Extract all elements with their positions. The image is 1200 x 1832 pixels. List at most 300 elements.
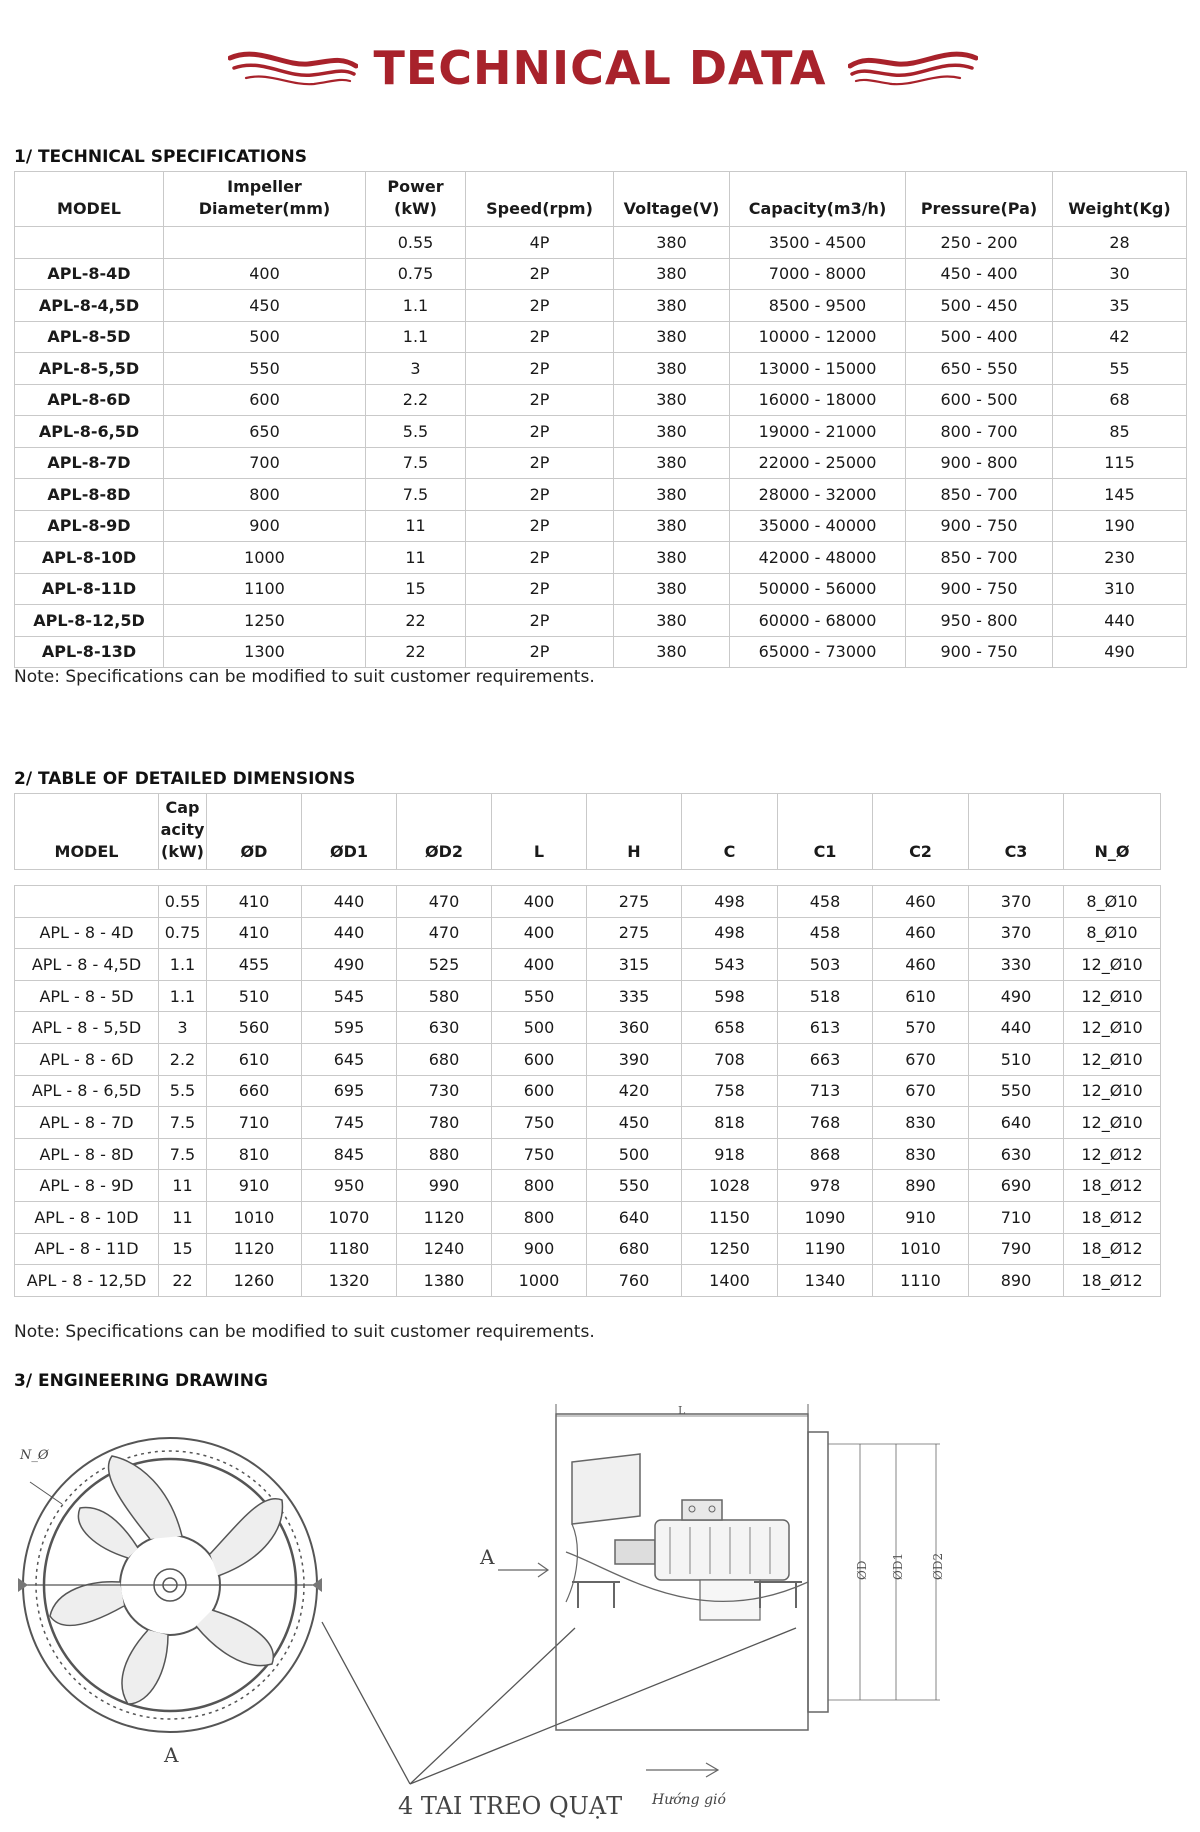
table-cell: 370	[969, 917, 1064, 949]
table-cell: 1320	[302, 1265, 397, 1297]
dims-col-header: N_Ø	[1064, 794, 1161, 870]
specs-col-header: Pressure(Pa)	[906, 172, 1053, 227]
table-cell: 1250	[682, 1233, 778, 1265]
table-cell: 455	[207, 949, 302, 981]
table-cell: 900	[492, 1233, 587, 1265]
table-cell: 42000 - 48000	[730, 542, 906, 574]
table-cell: 745	[302, 1107, 397, 1139]
table-cell: 1110	[873, 1265, 969, 1297]
specs-col-header: Capacity(m3/h)	[730, 172, 906, 227]
table-cell: 510	[969, 1043, 1064, 1075]
table-cell: 3	[366, 353, 466, 385]
n-phi-label: N_Ø	[20, 1448, 49, 1463]
table-cell: 380	[614, 479, 730, 511]
table-cell: 500 - 400	[906, 321, 1053, 353]
model-cell: APL - 8 - 5D	[15, 980, 159, 1012]
specs-note: Note: Specifications can be modified to suit customer requirements.	[14, 667, 595, 687]
table-cell: 950 - 800	[906, 605, 1053, 637]
table-cell: 830	[873, 1138, 969, 1170]
table-cell: 18_Ø12	[1064, 1170, 1161, 1202]
table-row	[15, 1107, 1161, 1139]
table-cell: 390	[587, 1043, 682, 1075]
table-cell: 910	[873, 1201, 969, 1233]
model-cell	[15, 886, 159, 918]
table-row	[15, 1012, 1161, 1044]
table-cell: 1070	[302, 1201, 397, 1233]
specs-col-header: Voltage(V)	[614, 172, 730, 227]
table-cell: 500	[492, 1012, 587, 1044]
table-cell: 658	[682, 1012, 778, 1044]
airflow-label: Hướng gió	[652, 1792, 726, 1808]
table-cell: 7.5	[159, 1107, 207, 1139]
table-cell: 1300	[164, 636, 366, 668]
dims-col-header: C1	[778, 794, 873, 870]
table-cell: 460	[873, 949, 969, 981]
table-cell: 2P	[466, 542, 614, 574]
table-row	[15, 1043, 1161, 1075]
model-cell: APL-8-13D	[15, 636, 164, 668]
model-cell: APL-8-9D	[15, 510, 164, 542]
table-row	[15, 353, 1187, 385]
table-cell: 550	[969, 1075, 1064, 1107]
table-cell: 50000 - 56000	[730, 573, 906, 605]
table-cell: 1.1	[159, 980, 207, 1012]
table-row	[15, 1138, 1161, 1170]
table-cell: 410	[207, 886, 302, 918]
table-cell: 663	[778, 1043, 873, 1075]
d1-label: ØD1	[891, 1552, 905, 1580]
table-cell: 18_Ø12	[1064, 1265, 1161, 1297]
page-header	[0, 38, 1200, 98]
table-cell: 380	[614, 353, 730, 385]
table-cell: 1260	[207, 1265, 302, 1297]
table-row	[15, 416, 1187, 448]
table-cell: 380	[614, 384, 730, 416]
fan-front-view	[18, 1438, 322, 1732]
table-cell: 65000 - 73000	[730, 636, 906, 668]
specs-section-title: 1/ TECHNICAL SPECIFICATIONS	[14, 147, 308, 167]
d2-label: ØD2	[931, 1552, 945, 1580]
table-cell: 818	[682, 1107, 778, 1139]
dims-col-header: L	[492, 794, 587, 870]
table-cell: 500	[164, 321, 366, 353]
table-cell: 22	[159, 1265, 207, 1297]
table-cell: 695	[302, 1075, 397, 1107]
table-cell: 18_Ø12	[1064, 1233, 1161, 1265]
table-cell: 990	[397, 1170, 492, 1202]
table-cell: 525	[397, 949, 492, 981]
table-cell: 1150	[682, 1201, 778, 1233]
table-cell: 900 - 750	[906, 636, 1053, 668]
table-cell: 3	[159, 1012, 207, 1044]
table-cell: 460	[873, 917, 969, 949]
table-cell: 600	[492, 1075, 587, 1107]
table-cell: 2P	[466, 258, 614, 290]
table-row	[15, 542, 1187, 574]
table-cell: 12_Ø10	[1064, 980, 1161, 1012]
table-cell: 380	[614, 636, 730, 668]
table-cell: 380	[614, 605, 730, 637]
table-cell: 670	[873, 1075, 969, 1107]
table-cell: 750	[492, 1107, 587, 1139]
table-cell: 1000	[492, 1265, 587, 1297]
table-cell: 5.5	[366, 416, 466, 448]
table-cell: 370	[969, 886, 1064, 918]
table-cell: 11	[366, 542, 466, 574]
table-cell: 8500 - 9500	[730, 290, 906, 322]
table-cell: 35000 - 40000	[730, 510, 906, 542]
specs-col-header: Weight(Kg)	[1053, 172, 1187, 227]
table-cell: 500 - 450	[906, 290, 1053, 322]
dims-col-header: ØD1	[302, 794, 397, 870]
table-cell: 250 - 200	[906, 227, 1053, 259]
table-cell: 19000 - 21000	[730, 416, 906, 448]
table-cell: 380	[614, 510, 730, 542]
table-cell: 758	[682, 1075, 778, 1107]
table-cell: 780	[397, 1107, 492, 1139]
table-cell: 400	[492, 886, 587, 918]
engineering-drawing	[0, 1392, 1200, 1832]
page-title: TECHNICAL DATA	[373, 41, 827, 95]
table-cell: 2P	[466, 510, 614, 542]
table-cell: 400	[492, 917, 587, 949]
table-spacer-cell	[15, 870, 1161, 886]
table-cell: 670	[873, 1043, 969, 1075]
table-cell: 1190	[778, 1233, 873, 1265]
table-cell: 22	[366, 605, 466, 637]
table-cell: 450	[587, 1107, 682, 1139]
model-cell: APL-8-6,5D	[15, 416, 164, 448]
table-cell: 12_Ø10	[1064, 1012, 1161, 1044]
table-cell: 610	[873, 980, 969, 1012]
model-cell: APL-8-5,5D	[15, 353, 164, 385]
table-cell: 310	[1053, 573, 1187, 605]
model-cell: APL-8-5D	[15, 321, 164, 353]
table-cell: 1340	[778, 1265, 873, 1297]
table-cell: 1010	[207, 1201, 302, 1233]
table-cell: 450	[164, 290, 366, 322]
table-row	[15, 479, 1187, 511]
model-cell: APL - 8 - 12,5D	[15, 1265, 159, 1297]
table-cell: 1.1	[366, 321, 466, 353]
table-row	[15, 1201, 1161, 1233]
table-cell: 458	[778, 886, 873, 918]
table-cell: 640	[969, 1107, 1064, 1139]
table-cell: 380	[614, 416, 730, 448]
table-cell: 275	[587, 917, 682, 949]
table-cell: 890	[873, 1170, 969, 1202]
table-cell: 850 - 700	[906, 542, 1053, 574]
table-cell: 18_Ø12	[1064, 1201, 1161, 1233]
table-cell: 645	[302, 1043, 397, 1075]
table-cell: 4P	[466, 227, 614, 259]
specs-table	[14, 171, 1187, 668]
table-cell: 2P	[466, 447, 614, 479]
table-cell: 16000 - 18000	[730, 384, 906, 416]
table-row	[15, 510, 1187, 542]
table-cell: 750	[492, 1138, 587, 1170]
model-cell: APL - 8 - 7D	[15, 1107, 159, 1139]
dims-note: Note: Specifications can be modified to suit customer requirements.	[14, 1322, 595, 1342]
table-cell: 2P	[466, 573, 614, 605]
table-cell: 518	[778, 980, 873, 1012]
table-cell: 800	[492, 1170, 587, 1202]
table-cell: 545	[302, 980, 397, 1012]
table-cell: 978	[778, 1170, 873, 1202]
table-cell: 1000	[164, 542, 366, 574]
table-cell: 498	[682, 886, 778, 918]
table-row	[15, 258, 1187, 290]
table-cell: 145	[1053, 479, 1187, 511]
table-cell: 85	[1053, 416, 1187, 448]
table-cell: 22000 - 25000	[730, 447, 906, 479]
table-cell: 503	[778, 949, 873, 981]
table-row	[15, 1265, 1161, 1297]
table-cell: 710	[969, 1201, 1064, 1233]
table-cell: 12_Ø12	[1064, 1138, 1161, 1170]
table-row	[15, 384, 1187, 416]
model-cell	[15, 227, 164, 259]
table-row	[15, 980, 1161, 1012]
model-cell: APL - 8 - 4,5D	[15, 949, 159, 981]
table-cell: 7.5	[366, 479, 466, 511]
table-cell: 1120	[397, 1201, 492, 1233]
model-cell: APL-8-7D	[15, 447, 164, 479]
table-cell: 710	[207, 1107, 302, 1139]
table-row	[15, 605, 1187, 637]
dims-header-row	[15, 794, 1161, 870]
model-cell: APL - 8 - 4D	[15, 917, 159, 949]
dims-col-header: MODEL	[15, 794, 159, 870]
table-cell: 640	[587, 1201, 682, 1233]
table-row	[15, 573, 1187, 605]
table-cell: 2P	[466, 416, 614, 448]
table-cell: 1180	[302, 1233, 397, 1265]
table-cell: 550	[492, 980, 587, 1012]
table-cell: 600	[164, 384, 366, 416]
table-cell: 3500 - 4500	[730, 227, 906, 259]
table-cell: 440	[969, 1012, 1064, 1044]
table-cell: 7.5	[159, 1138, 207, 1170]
table-cell: 2P	[466, 353, 614, 385]
specs-col-header: MODEL	[15, 172, 164, 227]
table-cell: 470	[397, 886, 492, 918]
table-cell: 490	[969, 980, 1064, 1012]
table-cell: 613	[778, 1012, 873, 1044]
table-cell: 713	[778, 1075, 873, 1107]
table-cell: 1240	[397, 1233, 492, 1265]
dims-col-header: Cap acity (kW)	[159, 794, 207, 870]
table-cell: 910	[207, 1170, 302, 1202]
specs-col-header: Power (kW)	[366, 172, 466, 227]
table-cell: 470	[397, 917, 492, 949]
specs-col-header: Speed(rpm)	[466, 172, 614, 227]
model-cell: APL-8-11D	[15, 573, 164, 605]
table-cell: 2.2	[366, 384, 466, 416]
table-cell: 28000 - 32000	[730, 479, 906, 511]
table-cell: 315	[587, 949, 682, 981]
table-cell: 12_Ø10	[1064, 1075, 1161, 1107]
table-cell: 380	[614, 321, 730, 353]
table-cell: 30	[1053, 258, 1187, 290]
table-row	[15, 636, 1187, 668]
mount-leader-lines	[322, 1622, 796, 1784]
table-cell: 498	[682, 917, 778, 949]
specs-header-row	[15, 172, 1187, 227]
model-cell: APL-8-6D	[15, 384, 164, 416]
table-cell: 450 - 400	[906, 258, 1053, 290]
table-row	[15, 886, 1161, 918]
table-cell: 380	[614, 542, 730, 574]
table-cell: 458	[778, 917, 873, 949]
table-cell: 850 - 700	[906, 479, 1053, 511]
table-cell: 810	[207, 1138, 302, 1170]
model-cell: APL - 8 - 5,5D	[15, 1012, 159, 1044]
table-cell: 543	[682, 949, 778, 981]
table-cell: 13000 - 15000	[730, 353, 906, 385]
table-cell: 1400	[682, 1265, 778, 1297]
table-cell: 890	[969, 1265, 1064, 1297]
table-cell: 660	[207, 1075, 302, 1107]
table-cell: 1250	[164, 605, 366, 637]
dims-col-header: C	[682, 794, 778, 870]
table-cell: 42	[1053, 321, 1187, 353]
table-cell: 15	[159, 1233, 207, 1265]
model-cell: APL - 8 - 6,5D	[15, 1075, 159, 1107]
table-cell: 900 - 800	[906, 447, 1053, 479]
table-cell: 800	[164, 479, 366, 511]
table-cell: 500	[587, 1138, 682, 1170]
table-cell: 790	[969, 1233, 1064, 1265]
table-cell: 275	[587, 886, 682, 918]
table-cell: 8_Ø10	[1064, 886, 1161, 918]
model-cell: APL - 8 - 6D	[15, 1043, 159, 1075]
swoosh-right-icon	[848, 44, 978, 90]
table-cell: 845	[302, 1138, 397, 1170]
model-cell: APL - 8 - 8D	[15, 1138, 159, 1170]
table-cell: 190	[1053, 510, 1187, 542]
table-cell: 11	[366, 510, 466, 542]
table-row	[15, 1075, 1161, 1107]
table-cell: 2P	[466, 321, 614, 353]
table-cell: 950	[302, 1170, 397, 1202]
table-row	[15, 447, 1187, 479]
table-cell: 1380	[397, 1265, 492, 1297]
table-cell: 68	[1053, 384, 1187, 416]
table-cell: 0.75	[159, 917, 207, 949]
length-label: L	[678, 1404, 686, 1417]
table-cell: 400	[164, 258, 366, 290]
table-cell: 11	[159, 1201, 207, 1233]
table-cell: 490	[302, 949, 397, 981]
table-cell: 12_Ø10	[1064, 949, 1161, 981]
table-cell: 650 - 550	[906, 353, 1053, 385]
table-cell: 360	[587, 1012, 682, 1044]
table-cell: 5.5	[159, 1075, 207, 1107]
table-cell: 380	[614, 447, 730, 479]
table-cell: 900 - 750	[906, 510, 1053, 542]
drawing-section-title: 3/ ENGINEERING DRAWING	[14, 1371, 268, 1391]
table-row	[15, 290, 1187, 322]
table-cell: 35	[1053, 290, 1187, 322]
table-cell: 440	[302, 886, 397, 918]
table-cell: 400	[492, 949, 587, 981]
table-cell: 1.1	[159, 949, 207, 981]
model-cell: APL-8-4,5D	[15, 290, 164, 322]
table-cell: 0.55	[159, 886, 207, 918]
table-cell: 460	[873, 886, 969, 918]
dims-col-header: C3	[969, 794, 1064, 870]
table-row	[15, 949, 1161, 981]
table-cell: 7000 - 8000	[730, 258, 906, 290]
table-cell: 8_Ø10	[1064, 917, 1161, 949]
table-cell: 1120	[207, 1233, 302, 1265]
arrow-a-label: A	[480, 1545, 495, 1569]
table-cell: 7.5	[366, 447, 466, 479]
table-cell: 880	[397, 1138, 492, 1170]
table-cell: 1010	[873, 1233, 969, 1265]
view-a-label: A	[164, 1743, 179, 1767]
table-cell: 560	[207, 1012, 302, 1044]
table-cell: 12_Ø10	[1064, 1107, 1161, 1139]
table-cell: 760	[587, 1265, 682, 1297]
table-cell: 600	[492, 1043, 587, 1075]
table-cell: 1100	[164, 573, 366, 605]
table-cell: 0.55	[366, 227, 466, 259]
table-cell: 1028	[682, 1170, 778, 1202]
table-cell: 708	[682, 1043, 778, 1075]
d-label: ØD	[855, 1560, 869, 1580]
model-cell: APL - 8 - 11D	[15, 1233, 159, 1265]
table-cell: 730	[397, 1075, 492, 1107]
table-cell	[164, 227, 366, 259]
table-cell: 680	[397, 1043, 492, 1075]
table-cell: 420	[587, 1075, 682, 1107]
table-cell: 595	[302, 1012, 397, 1044]
table-cell: 510	[207, 980, 302, 1012]
model-cell: APL-8-12,5D	[15, 605, 164, 637]
table-cell: 690	[969, 1170, 1064, 1202]
table-cell: 440	[302, 917, 397, 949]
specs-col-header: Impeller Diameter(mm)	[164, 172, 366, 227]
table-cell: 11	[159, 1170, 207, 1202]
table-row	[15, 321, 1187, 353]
table-cell: 768	[778, 1107, 873, 1139]
table-cell: 12_Ø10	[1064, 1043, 1161, 1075]
table-cell: 1.1	[366, 290, 466, 322]
table-cell: 630	[969, 1138, 1064, 1170]
table-cell: 598	[682, 980, 778, 1012]
table-cell: 868	[778, 1138, 873, 1170]
table-cell: 700	[164, 447, 366, 479]
table-cell: 15	[366, 573, 466, 605]
model-cell: APL - 8 - 9D	[15, 1170, 159, 1202]
table-cell: 10000 - 12000	[730, 321, 906, 353]
table-cell: 630	[397, 1012, 492, 1044]
table-cell: 380	[614, 227, 730, 259]
table-cell: 550	[587, 1170, 682, 1202]
mounts-label: 4 TAI TREO QUẠT	[398, 1792, 623, 1820]
table-cell: 680	[587, 1233, 682, 1265]
table-cell: 335	[587, 980, 682, 1012]
table-cell: 570	[873, 1012, 969, 1044]
table-cell: 2.2	[159, 1043, 207, 1075]
table-cell: 610	[207, 1043, 302, 1075]
model-cell: APL-8-8D	[15, 479, 164, 511]
table-cell: 22	[366, 636, 466, 668]
table-row	[15, 227, 1187, 259]
table-cell: 918	[682, 1138, 778, 1170]
